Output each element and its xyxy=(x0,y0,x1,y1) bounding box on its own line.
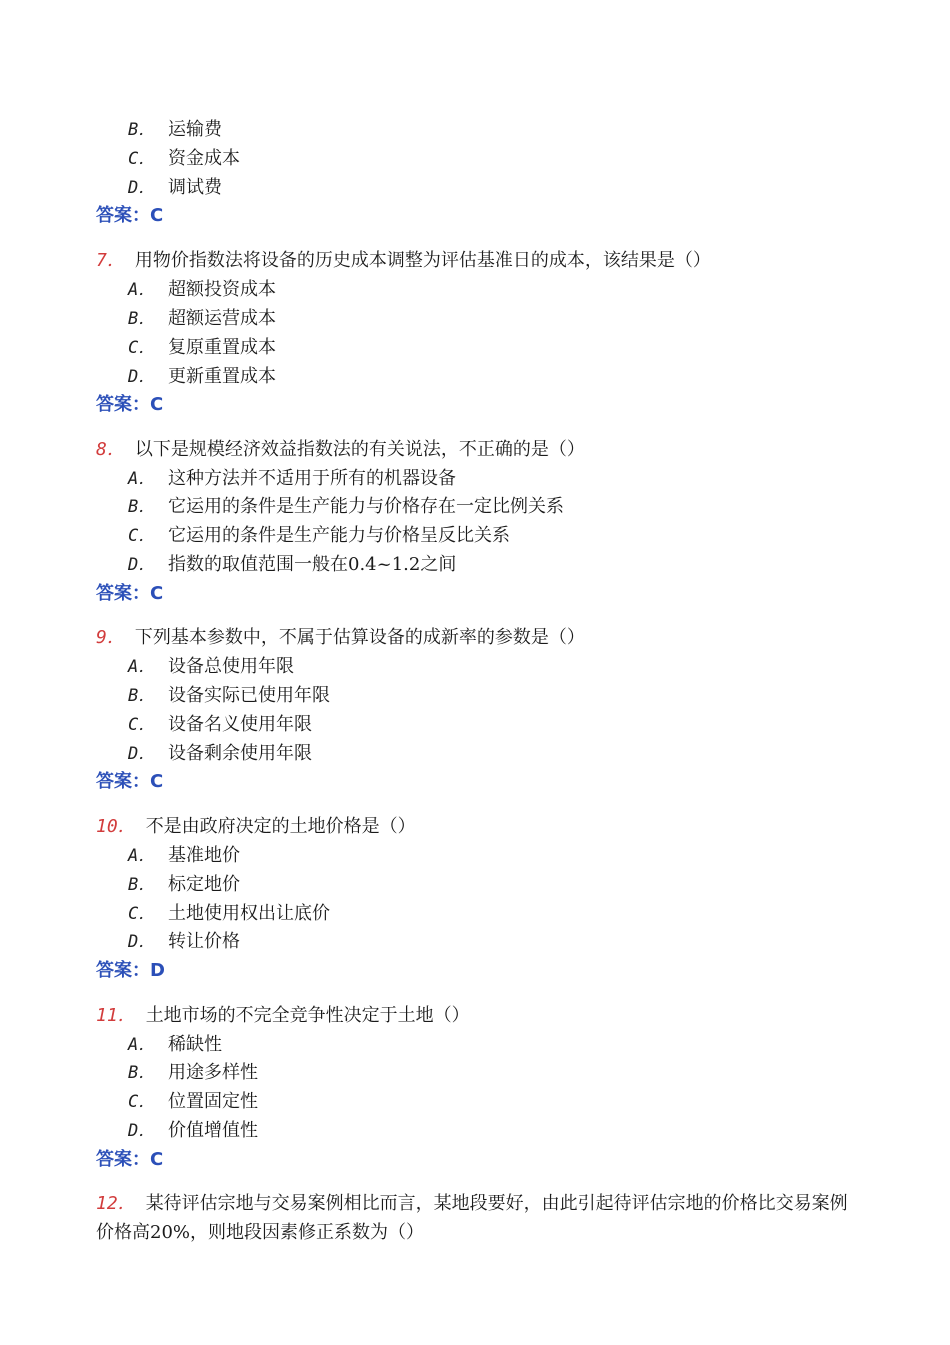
option-c xyxy=(128,524,510,548)
question-10 xyxy=(96,815,416,839)
option-letter: D． xyxy=(128,744,156,764)
option-letter: B． xyxy=(128,686,156,706)
option-text: 更新重置成本 xyxy=(168,366,276,387)
option-text: 土地使用权出让底价 xyxy=(168,903,330,924)
option-text: 它运用的条件是生产能力与价格呈反比关系 xyxy=(168,525,510,546)
option-a xyxy=(128,467,456,491)
option-letter: D． xyxy=(128,1121,156,1141)
option-d xyxy=(128,553,456,577)
question-7 xyxy=(96,249,711,273)
option-c xyxy=(128,147,240,171)
option-b xyxy=(128,873,240,897)
option-letter: C． xyxy=(128,1092,156,1112)
option-b xyxy=(128,495,564,519)
option-d xyxy=(128,1119,258,1143)
option-b xyxy=(128,118,222,142)
option-letter: C． xyxy=(128,149,156,169)
option-letter: A． xyxy=(128,280,156,300)
option-text: 资金成本 xyxy=(168,148,240,169)
option-text: 位置固定性 xyxy=(168,1091,258,1112)
question-number: 10． xyxy=(96,816,136,837)
option-text: 转让价格 xyxy=(168,931,240,952)
option-c xyxy=(128,336,276,360)
option-letter: A． xyxy=(128,469,156,489)
question-text: 不是由政府决定的土地价格是（） xyxy=(145,816,416,837)
option-letter: B． xyxy=(128,875,156,895)
option-b xyxy=(128,684,330,708)
option-text: 设备剩余使用年限 xyxy=(168,743,312,764)
question-number: 9． xyxy=(96,627,125,648)
option-letter: D． xyxy=(128,932,156,952)
option-a xyxy=(128,1033,222,1057)
question-number: 12． xyxy=(96,1193,136,1214)
option-letter: B． xyxy=(128,1063,156,1083)
option-text: 稀缺性 xyxy=(168,1034,222,1055)
question-text: 以下是规模经济效益指数法的有关说法，不正确的是（） xyxy=(134,439,585,460)
option-letter: A． xyxy=(128,846,156,866)
option-text: 设备总使用年限 xyxy=(168,656,294,677)
option-text: 运输费 xyxy=(168,119,222,140)
option-a xyxy=(128,278,276,302)
option-letter: D． xyxy=(128,367,156,387)
option-text: 指数的取值范围一般在0.4~1.2之间 xyxy=(168,554,457,575)
question-text: 下列基本参数中，不属于估算设备的成新率的参数是（） xyxy=(134,627,585,648)
question-12 xyxy=(96,1192,848,1216)
option-text: 基准地价 xyxy=(168,845,240,866)
option-text: 它运用的条件是生产能力与价格存在一定比例关系 xyxy=(168,496,564,517)
answer-label: 答案：C xyxy=(96,771,164,792)
question-11 xyxy=(96,1004,470,1028)
answer-label: 答案：C xyxy=(96,583,164,604)
option-text: 这种方法并不适用于所有的机器设备 xyxy=(168,468,456,489)
question-8 xyxy=(96,438,585,462)
option-letter: C． xyxy=(128,715,156,735)
question-number: 11． xyxy=(96,1005,136,1026)
option-text: 设备名义使用年限 xyxy=(168,714,312,735)
option-letter: A． xyxy=(128,1035,156,1055)
question-text: 土地市场的不完全竞争性决定于土地（） xyxy=(145,1005,470,1026)
option-d xyxy=(128,176,222,200)
question-text: 某待评估宗地与交易案例相比而言，某地段要好，由此引起待评估宗地的价格比交易案例 xyxy=(145,1193,848,1214)
option-letter: B． xyxy=(128,497,156,517)
answer-label: 答案：C xyxy=(96,205,164,226)
option-text: 用途多样性 xyxy=(168,1062,258,1083)
option-text: 价值增值性 xyxy=(168,1120,258,1141)
answer-label: 答案：C xyxy=(96,1149,164,1170)
option-letter: B． xyxy=(128,120,156,140)
option-text: 调试费 xyxy=(168,177,222,198)
option-letter: A． xyxy=(128,657,156,677)
option-letter: B． xyxy=(128,309,156,329)
option-text: 设备实际已使用年限 xyxy=(168,685,330,706)
option-c xyxy=(128,713,312,737)
option-text: 超额运营成本 xyxy=(168,308,276,329)
option-c xyxy=(128,1090,258,1114)
question-9 xyxy=(96,626,585,650)
answer-label: 答案：C xyxy=(96,394,164,415)
option-text: 超额投资成本 xyxy=(168,279,276,300)
question-text-continued: 价格高20%，则地段因素修正系数为（） xyxy=(96,1222,425,1243)
option-letter: C． xyxy=(128,338,156,358)
question-number: 7． xyxy=(96,250,125,271)
question-text: 用物价指数法将设备的历史成本调整为评估基准日的成本，该结果是（） xyxy=(134,250,711,271)
option-b xyxy=(128,307,276,331)
option-letter: C． xyxy=(128,526,156,546)
option-a xyxy=(128,655,294,679)
option-d xyxy=(128,365,276,389)
option-d xyxy=(128,930,240,954)
option-d xyxy=(128,742,312,766)
option-a xyxy=(128,844,240,868)
option-text: 标定地价 xyxy=(168,874,240,895)
option-letter: D． xyxy=(128,555,156,575)
option-letter: C． xyxy=(128,904,156,924)
answer-label: 答案：D xyxy=(96,960,165,981)
option-b xyxy=(128,1061,258,1085)
option-letter: D． xyxy=(128,178,156,198)
question-number: 8． xyxy=(96,439,125,460)
option-c xyxy=(128,902,330,926)
option-text: 复原重置成本 xyxy=(168,337,276,358)
